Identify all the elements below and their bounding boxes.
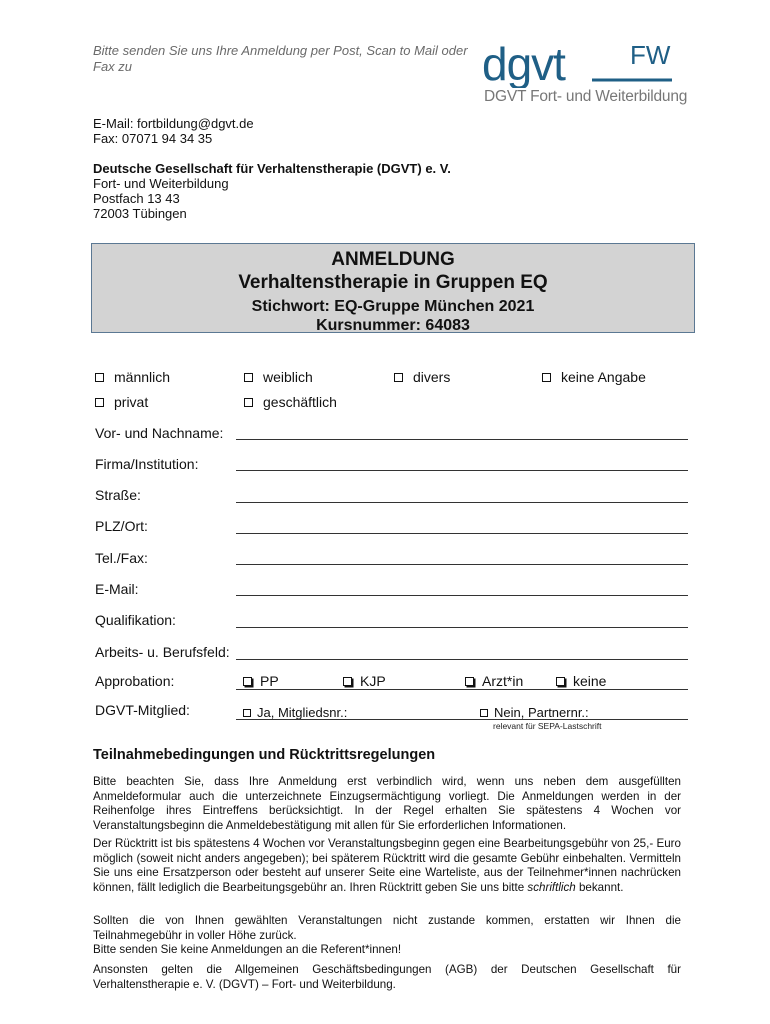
banner-keyword: Stichwort: EQ-Gruppe München 2021	[251, 298, 535, 315]
checkbox-kjp[interactable]	[343, 673, 386, 689]
checkbox-member-yes[interactable]	[243, 705, 347, 720]
checkbox-privat[interactable]	[95, 394, 148, 410]
checkbox-weiblich[interactable]	[244, 369, 313, 385]
terms-p2-end: bekannt.	[578, 880, 624, 894]
checkbox-icon[interactable]	[243, 709, 251, 717]
checkbox-geschaeftlich[interactable]	[244, 394, 337, 410]
address-org: Deutsche Gesellschaft für Verhaltenstherapie (DGVT) e. V.	[93, 161, 451, 176]
field-label-qualifikation: Qualifikation:	[95, 612, 176, 628]
field-label-strasse: Straße:	[95, 487, 141, 503]
checkbox-maennlich[interactable]	[95, 369, 170, 385]
address-dept: Fort- und Weiterbildung	[93, 176, 229, 191]
terms-p2-emphasis: schriftlich	[527, 880, 576, 894]
checkbox-icon[interactable]	[465, 677, 474, 686]
field-line-qualifikation[interactable]	[236, 627, 688, 628]
logo-fw-text: FW	[630, 40, 671, 70]
terms-paragraph-3	[93, 914, 681, 958]
checkbox-label: Arzt*in	[482, 673, 524, 689]
address-block	[93, 161, 451, 221]
terms-paragraph-1: Bitte beachten Sie, dass Ihre Anmeldung erst verbindlich wird, wenn uns neben dem ausgefüllten Anmeldeformular auch die unterzeichnete Einzugsermächtigung vorliegt. Die Anmeldungen werden in der Reihenfolge ihres Eintreffens berücksichtigt. In der Regel erhalten Sie spätestens 4 Wochen vor Veranstaltungsbeginn die Anmeldebestätigung mit allen für Sie erforderlichen Informationen.	[93, 775, 681, 832]
checkbox-keine-angabe[interactable]	[542, 369, 646, 385]
checkbox-icon[interactable]	[556, 677, 565, 686]
terms-p3-text: Sollten die von Ihnen gewählten Veranstaltungen nicht zustande kommen, erstatten wir Ihnen die Teilnahmegebühr in voller Höhe zurück.	[93, 914, 681, 942]
banner-subtitle: Verhaltenstherapie in Gruppen EQ	[238, 272, 548, 293]
checkbox-member-no[interactable]	[480, 705, 589, 720]
field-line-plz-ort[interactable]	[236, 533, 688, 534]
contact-fax: Fax: 07071 94 34 35	[93, 131, 213, 146]
field-label-tel-fax: Tel./Fax:	[95, 550, 148, 566]
contact-email: E-Mail: fortbildung@dgvt.de	[93, 116, 254, 131]
field-line-firma[interactable]	[236, 470, 688, 471]
sepa-note: relevant für SEPA-Lastschrift	[493, 721, 602, 731]
dgvt-logo-mark	[482, 40, 692, 88]
checkbox-icon[interactable]	[95, 398, 104, 407]
checkbox-icon[interactable]	[244, 373, 253, 382]
checkbox-label: keine Angabe	[561, 369, 646, 385]
checkbox-icon[interactable]	[480, 709, 488, 717]
checkbox-label: divers	[413, 369, 451, 385]
checkbox-divers[interactable]	[394, 369, 450, 385]
contact-block	[93, 116, 254, 146]
address-city: 72003 Tübingen	[93, 206, 187, 221]
checkbox-label: geschäftlich	[263, 394, 337, 410]
address-postbox: Postfach 13 43	[93, 191, 180, 206]
checkbox-icon[interactable]	[243, 677, 252, 686]
checkbox-label: KJP	[360, 673, 386, 689]
checkbox-icon[interactable]	[394, 373, 403, 382]
field-line-tel-fax[interactable]	[236, 564, 688, 565]
checkbox-arzt[interactable]	[465, 673, 523, 689]
terms-p3-notice: Bitte senden Sie keine Anmeldungen an die Referent*innen!	[93, 943, 402, 956]
checkbox-label: Nein, Partnernr.:	[494, 705, 589, 720]
banner-course: Kursnummer: 64083	[316, 317, 470, 334]
terms-heading: Teilnahmebedingungen und Rücktrittsregelungen	[93, 747, 436, 763]
field-label-plz-ort: PLZ/Ort:	[95, 518, 148, 534]
banner-title: ANMELDUNG	[331, 249, 455, 270]
logo-subtitle: DGVT Fort- und Weiterbildung	[484, 88, 688, 105]
field-line-berufsfeld[interactable]	[236, 659, 688, 660]
checkbox-icon[interactable]	[95, 373, 104, 382]
approbation-line	[236, 689, 688, 690]
membership-label: DGVT-Mitglied:	[95, 702, 190, 718]
approbation-label: Approbation:	[95, 673, 175, 689]
field-label-name: Vor- und Nachname:	[95, 425, 224, 441]
checkbox-pp[interactable]	[243, 673, 279, 689]
checkbox-label: männlich	[114, 369, 171, 385]
checkbox-label: privat	[114, 394, 149, 410]
field-line-strasse[interactable]	[236, 502, 688, 503]
checkbox-keine[interactable]	[556, 673, 606, 689]
checkbox-icon[interactable]	[343, 677, 352, 686]
field-label-email: E-Mail:	[95, 581, 139, 597]
terms-paragraph-4: Ansonsten gelten die Allgemeinen Geschäftsbedingungen (AGB) der Deutschen Gesellschaft für Verhaltenstherapie e. V. (DGVT) – Fort- und Weiterbildung.	[93, 963, 681, 991]
field-label-firma: Firma/Institution:	[95, 456, 199, 472]
checkbox-label: weiblich	[263, 369, 313, 385]
checkbox-icon[interactable]	[244, 398, 253, 407]
field-line-email[interactable]	[236, 595, 688, 596]
intro-text: Bitte senden Sie uns Ihre Anmeldung per Post, Scan to Mail oder Fax zu	[93, 43, 468, 74]
field-line-name[interactable]	[236, 439, 688, 440]
title-banner	[91, 243, 695, 333]
membership-line[interactable]	[236, 719, 688, 720]
checkbox-label: keine	[573, 673, 607, 689]
checkbox-icon[interactable]	[542, 373, 551, 382]
field-label-berufsfeld: Arbeits- u. Berufsfeld:	[95, 644, 230, 660]
checkbox-label: Ja, Mitgliedsnr.:	[257, 705, 348, 720]
terms-p2-text: Der Rücktritt ist bis spätestens 4 Wochen vor Veranstaltungsbeginn gegen eine Bearbeitungsgebühr von 25,- Euro möglich (soweit nicht anders angegeben); bei späterem Rücktritt wird die gesamte Gebühr einbehalten. Vermitteln Sie uns eine Ersatzperson oder besteht auf unserer Seite eine Warteliste, aus der Teilnehmer*innen nachrücken können, fällt lediglich die Bearbeitungsgebühr an. Ihren Rücktritt geben Sie uns bitte	[93, 837, 681, 894]
terms-paragraph-2	[93, 837, 681, 895]
logo-dgvt-text: dgvt	[482, 40, 565, 88]
checkbox-label: PP	[260, 673, 279, 689]
